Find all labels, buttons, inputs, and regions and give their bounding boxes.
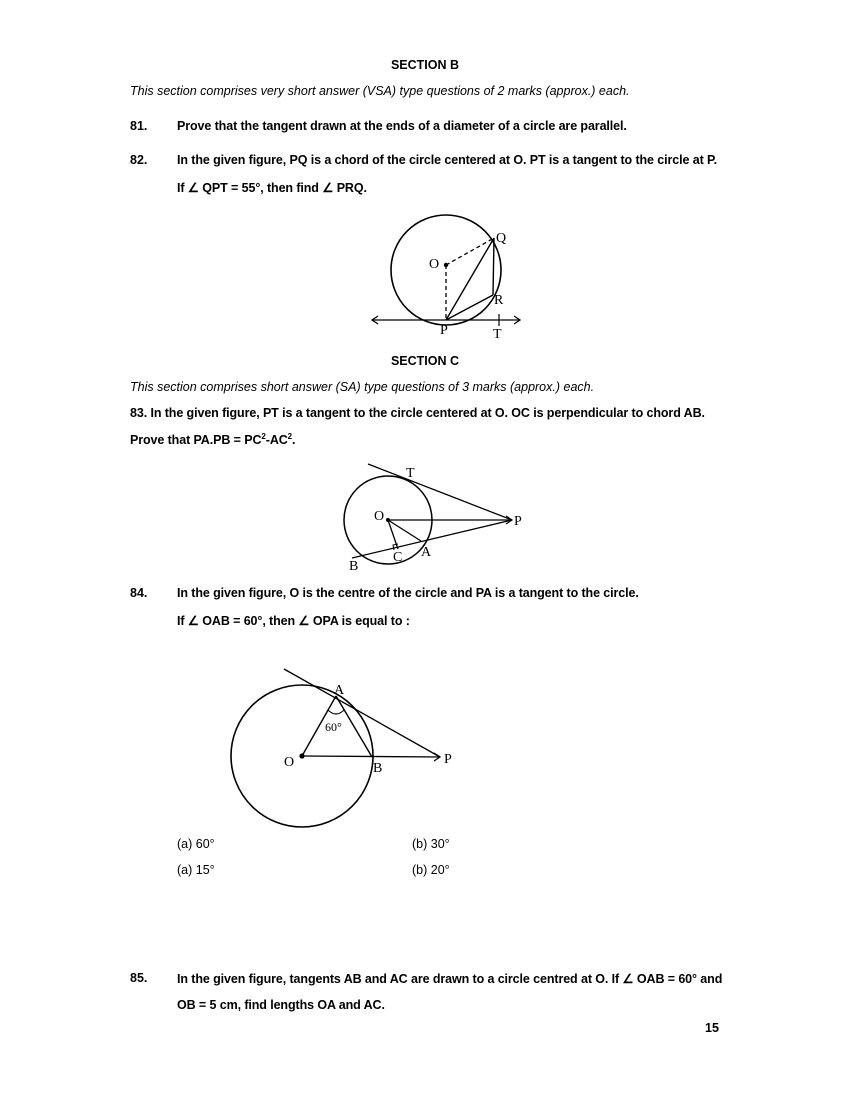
q84-number: 84. bbox=[130, 586, 148, 600]
section-b-heading: SECTION B bbox=[390, 58, 460, 72]
q84-tangent-pa bbox=[284, 669, 440, 757]
q83-label-p: P bbox=[514, 514, 522, 529]
q83-text-line2 bbox=[130, 432, 295, 447]
page-number: 15 bbox=[705, 1021, 719, 1035]
q84-option-3: (a) 15° bbox=[177, 863, 215, 877]
q83-text-line1: 83. In the given figure, PT is a tangent to the circle centered at O. OC is perpendicular to chord AB. bbox=[130, 406, 705, 420]
q84-label-p: P bbox=[444, 752, 452, 767]
q82-figure bbox=[365, 200, 530, 345]
q82-label-p: P bbox=[440, 323, 448, 338]
q82-label-o: O bbox=[429, 257, 440, 272]
q84-option-4: (b) 20° bbox=[412, 863, 450, 877]
q83-tangent-pt bbox=[368, 464, 512, 520]
q83-text-end: . bbox=[292, 433, 296, 448]
q82-label-q: Q bbox=[496, 231, 507, 246]
section-b-description: This section comprises very short answer (VSA) type questions of 2 marks (approx.) each. bbox=[130, 84, 630, 98]
q85-text-line2: OB = 5 cm, find lengths OA and AC. bbox=[177, 998, 385, 1012]
q84-option-2: (b) 30° bbox=[412, 837, 450, 851]
q83-label-o: O bbox=[374, 509, 385, 524]
q83-line-oa bbox=[388, 520, 421, 541]
section-c-description: This section comprises short answer (SA) type questions of 3 marks (approx.) each. bbox=[130, 380, 595, 394]
q82-label-t: T bbox=[493, 327, 502, 342]
q83-label-c: C bbox=[393, 550, 403, 565]
q84-figure bbox=[225, 660, 465, 835]
q82-number: 82. bbox=[130, 153, 148, 167]
q84-label-angle: 60° bbox=[325, 720, 342, 734]
q85-text-line1: In the given figure, tangents AB and AC are drawn to a circle centred at O. If ∠ OAB = 60° and bbox=[177, 972, 723, 986]
q81-text: Prove that the tangent drawn at the ends of a diameter of a circle are parallel. bbox=[177, 119, 627, 133]
q82-text-line2: If ∠ QPT = 55°, then find ∠ PRQ. bbox=[177, 181, 367, 195]
section-c-heading: SECTION C bbox=[390, 354, 460, 368]
q84-angle-arc bbox=[328, 710, 344, 714]
q81-number: 81. bbox=[130, 119, 148, 133]
q84-label-b: B bbox=[373, 761, 383, 776]
q84-label-o: O bbox=[284, 755, 295, 770]
q84-text-line1: In the given figure, O is the centre of the circle and PA is a tangent to the circle. bbox=[177, 586, 639, 600]
q83-sup2: 2 bbox=[287, 432, 293, 441]
q82-text-line1: In the given figure, PQ is a chord of the circle centered at O. PT is a tangent to the circle at P. bbox=[177, 153, 718, 167]
q82-center-dot bbox=[444, 263, 448, 267]
q84-text-line2: If ∠ OAB = 60°, then ∠ OPA is equal to : bbox=[177, 614, 410, 628]
q83-text-pre: Prove that PA.PB = PC bbox=[130, 433, 262, 448]
q83-label-a: A bbox=[421, 545, 432, 560]
q83-text-mid: -AC bbox=[265, 433, 288, 448]
q84-label-a: A bbox=[334, 683, 345, 698]
q84-option-1: (a) 60° bbox=[177, 837, 215, 851]
q83-label-b: B bbox=[349, 559, 359, 574]
q82-label-r: R bbox=[494, 293, 504, 308]
q85-number: 85. bbox=[130, 971, 148, 985]
q82-chord-qr bbox=[493, 238, 494, 295]
q83-figure bbox=[335, 455, 535, 575]
q84-center-dot bbox=[299, 753, 304, 758]
q83-label-t: T bbox=[406, 466, 415, 481]
q83-sup1: 2 bbox=[261, 432, 266, 441]
